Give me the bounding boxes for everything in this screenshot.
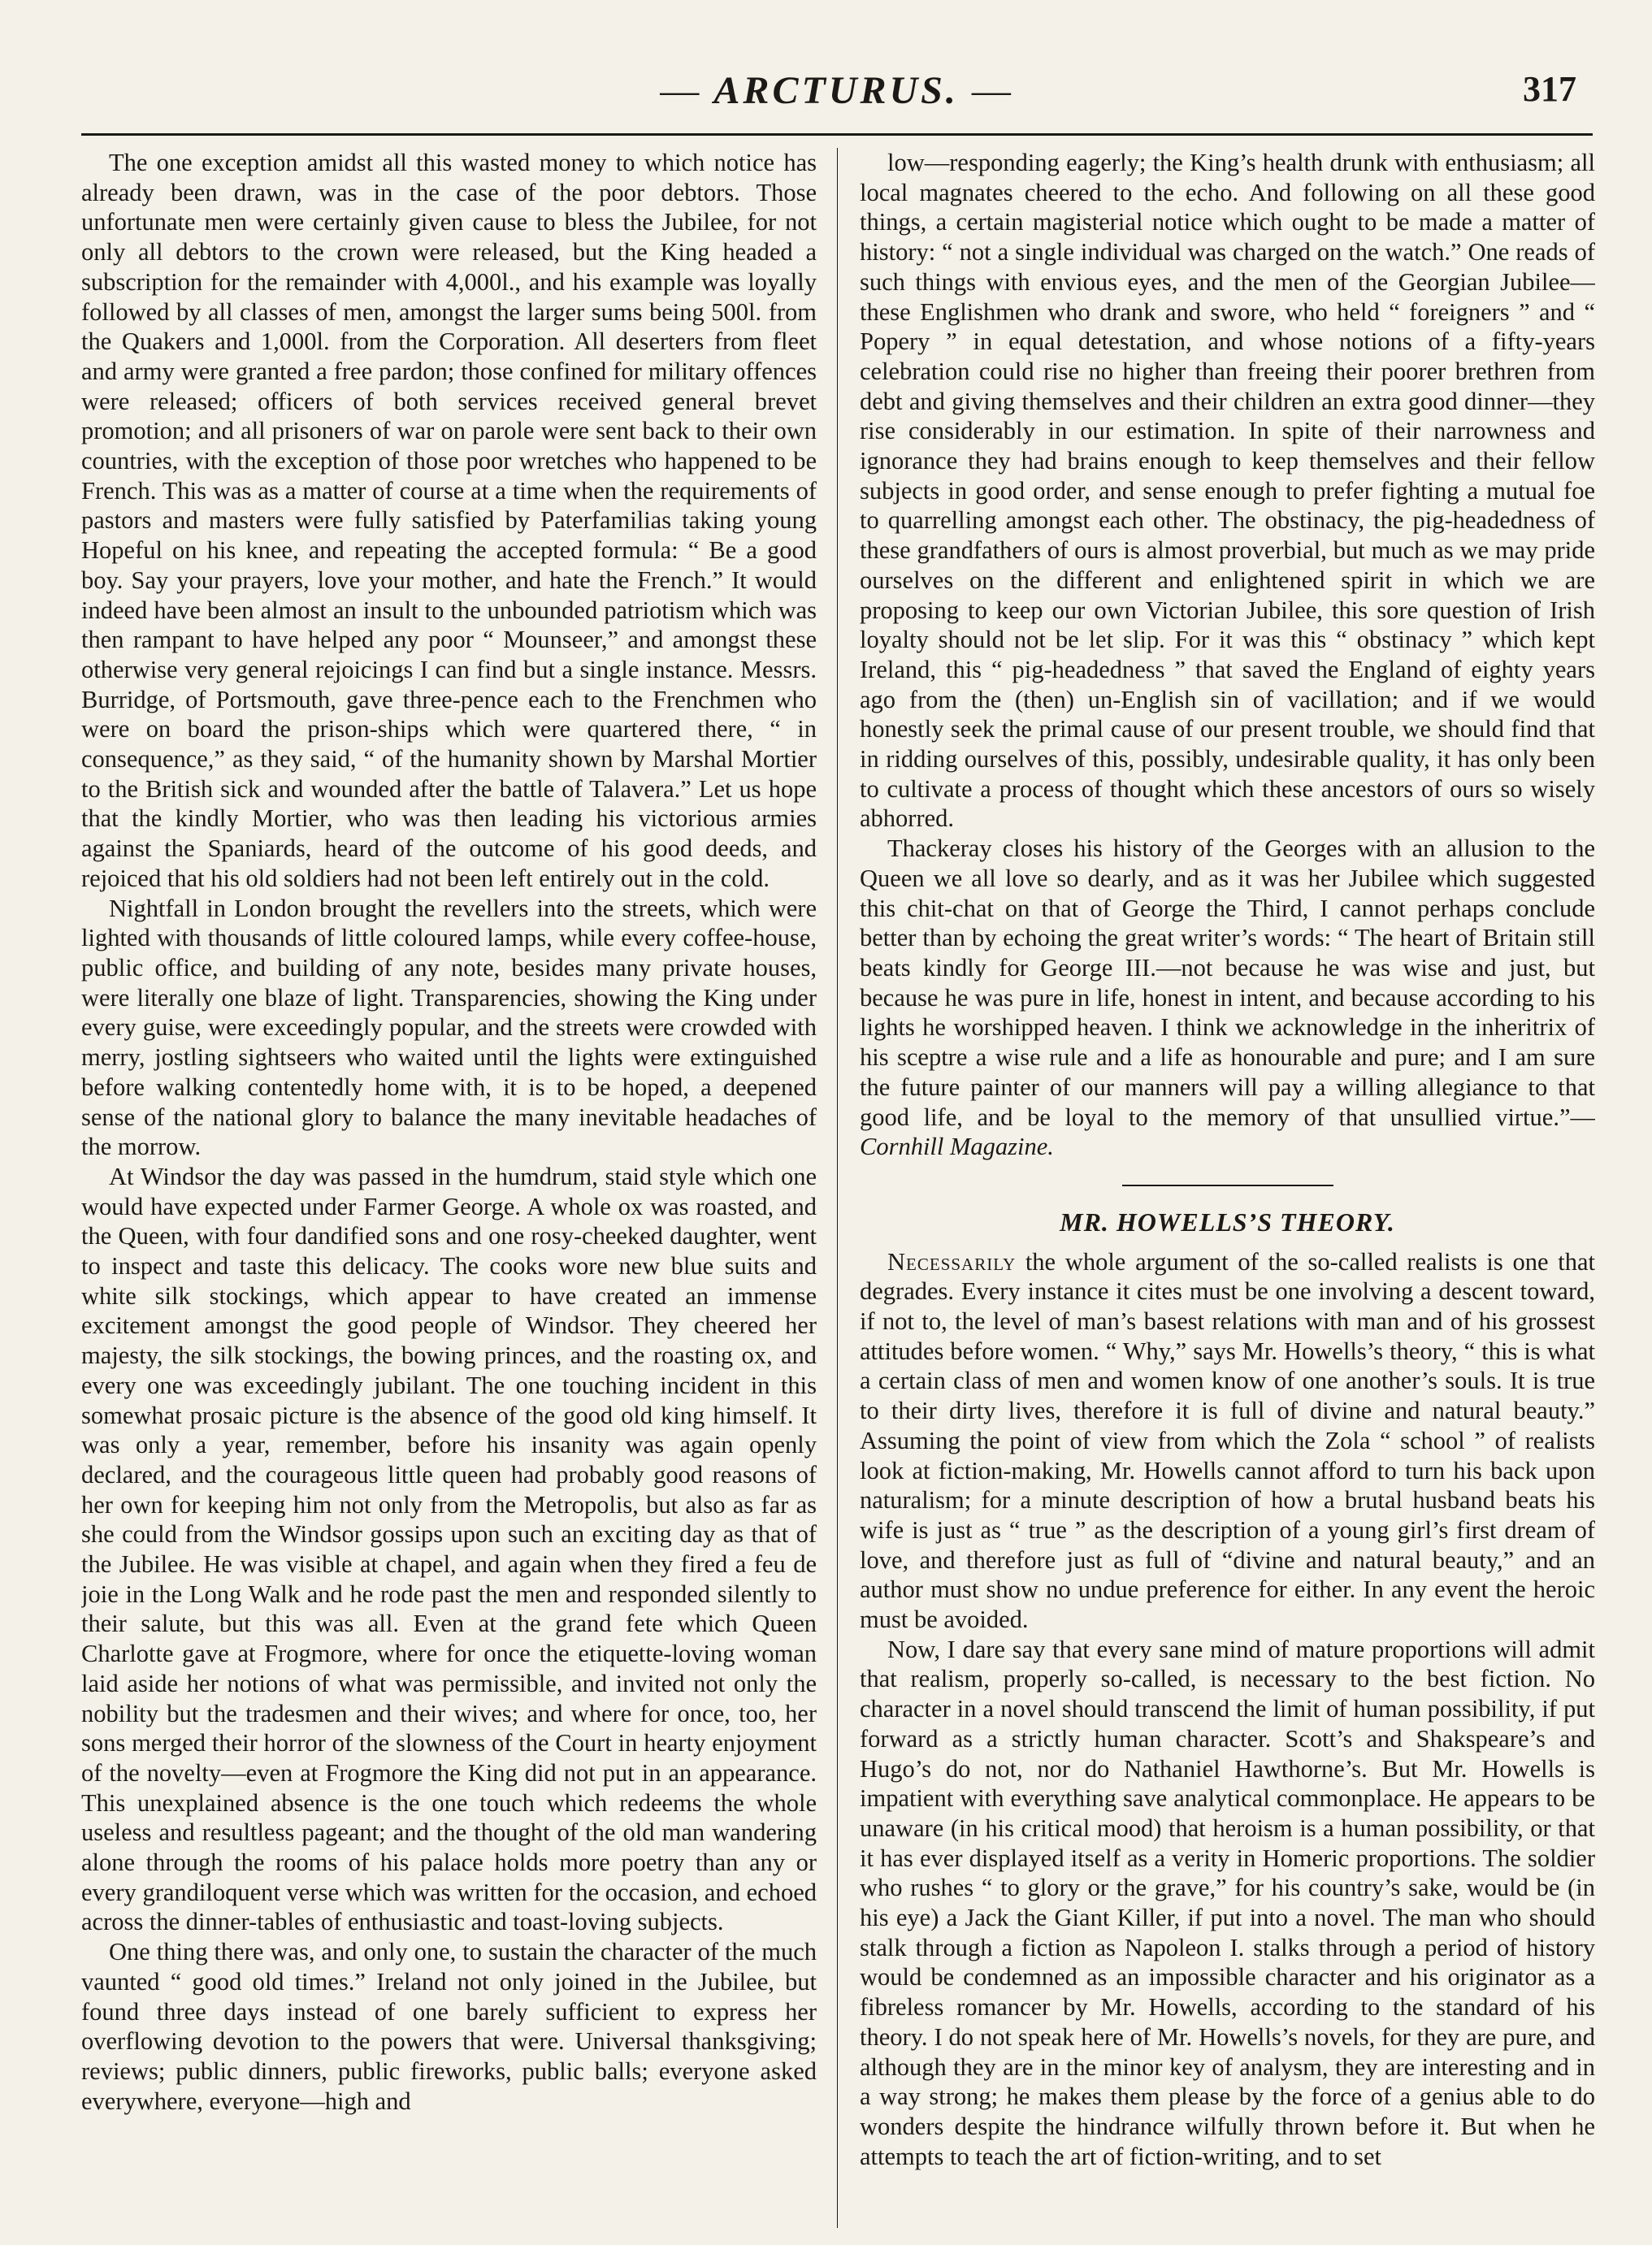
running-header bbox=[81, 52, 1593, 141]
paragraph-text: Thackeray closes his history of the Georges with an allusion to the Queen we all love so dearly, and as it was her Jubilee which suggested this chit-chat on that of George the Third, I cannot perhaps conclude better than by echoing the great writer’s words: “ The heart of Britain still beats kindly for George III.—not because he was wise and just, but because he was pure in life, honest in intent, and because according to his lights he worshipped heaven. I think we acknowledge in the inheritrix of his sceptre a wise rule and a life as honourable and pure; and I am sure the future painter of our manners will pay a willing allegiance to that good life, and be loyal to the memory of that unsullied virtue.”— bbox=[860, 834, 1595, 1131]
header-rule bbox=[81, 133, 1593, 136]
paragraph: At Windsor the day was passed in the humdrum, staid style which one would have expected under Farmer George. A whole ox was roasted, and the Queen, with four dandified sons and one rosy-cheeked daughter, went to inspect and taste this delicacy. The cooks wore new blue suits and white silk stockings, which appear to have created an immense excitement amongst the good people of Windsor. They cheered her majesty, the silk stockings, the bowing princes, and the roasting ox, and every one was exceedingly jubilant. The one touching incident in this somewhat prosaic picture is the absence of the good old king himself. It was only a year, remember, before his insanity was again openly declared, and the courageous little queen had probably good reasons of her own for keeping him not only from the Metropolis, but also as far as she could from the Windsor gossips upon such an exciting day as that of the Jubilee. He was visible at chapel, and again when they fired a feu de joie in the Long Walk and he rode past the men and responded silently to their salute, but this was all. Even at the grand fete which Queen Charlotte gave at Frogmore, where for once the etiquette-loving woman laid aside her notions of what was permissible, and invited not only the nobility but the tradesmen and their wives; and where for once, too, her sons merged their horror of the slowness of the Court in hearty enjoyment of the novelty—even at Frogmore the King did not put in an appearance. This unexplained absence is the one touch which redeems the whole useless and resultless pageant; and the thought of the old man wandering alone through the rooms of his palace holds more poetry than any or every grandiloquent verse which was written for the occasion, and echoed across the dinner-tables of enthusiastic and toast-loving subjects. bbox=[81, 1162, 817, 1936]
paragraph: The one exception amidst all this wasted money to which notice has already been drawn, was in the case of the poor debtors. Those unfortunate men were certainly given cause to bless the Jubilee, for not only all debtors to the crown were released, but the King headed a subscription for the remainder with 4,000l., and his example was loyally followed by all classes of men, amongst the larger sums being 500l. from the Quakers and 1,000l. from the Corporation. All deserters from fleet and army were granted a free pardon; those confined for military offences were released; officers of both services received general brevet promotion; and all prisoners of war on parole were sent back to their own countries, with the exception of those poor wretches who happened to be French. This was as a matter of course at a time when the requirements of pastors and masters were fully satisfied by Paterfamilias taking young Hopeful on his knee, and repeating the accepted formula: “ Be a good boy. Say your prayers, love your mother, and hate the French.” It would indeed have been almost an insult to the unbounded patriotism which was then rampant to have helped any poor “ Mounseer,” and amongst these otherwise very general rejoicings I can find but a single instance. Messrs. Burridge, of Portsmouth, gave three-pence each to the Frenchmen who were on board the prison-ships which were quartered there, “ in consequence,” as they said, “ of the humanity shown by Marshal Mortier to the British sick and wounded after the battle of Talavera.” Let us hope that the kindly Mortier, who was then leading his victorious armies against the Spaniards, heard of the outcome of his good deeds, and rejoiced that his old soldiers had not been left entirely out in the cold. bbox=[81, 149, 817, 892]
paragraph-text: the whole argument of the so-called realists is one that degrades. Every instance it cites must be one involving a descent toward, if not to, the level of man’s basest relations with man and of his grossest attitudes before women. “ Why,” says Mr. Howells’s theory, “ this is what a certain class of men and women know of one another’s souls. It is true to their dirty lives, therefore it is full of divine and natural beauty.” Assuming the point of view from which the Zola “ school ” of realists look at fiction-making, Mr. Howells cannot afford to turn his back upon naturalism; for a minute description of how a brutal husband beats his wife is just as “ true ” as the description of a young girl’s first dream of love, and therefore just as full of “divine and natural beauty,” and an author must show no undue preference for either. In any event the heroic must be avoided. bbox=[860, 1247, 1595, 1634]
lead-word: Necessarily bbox=[887, 1247, 1017, 1276]
paragraph: Nightfall in London brought the revellers into the streets, which were lighted with thousands of little coloured lamps, while every coffee-house, public office, and building of any note, besides many private houses, were literally one blaze of light. Transparencies, showing the King under every guise, were exceedingly popular, and the streets were crowded with merry, jostling sightseers who waited until the lights were extinguished before walking contentedly home with, it is to be hoped, a deepened sense of the national glory to balance the many inevitable headaches of the morrow. bbox=[81, 894, 817, 1161]
paragraph bbox=[860, 1247, 1595, 1635]
section-title: MR. HOWELLS’S THEORY. bbox=[1060, 1207, 1395, 1237]
running-title bbox=[81, 68, 1593, 113]
right-column bbox=[860, 148, 1595, 2228]
publication-title: ARCTURUS. bbox=[713, 69, 959, 112]
paragraph: Now, I dare say that every sane mind of mature proportions will admit that realism, properly so-called, is necessary to the best fiction. No character in a novel should transcend the limit of human possibility, if put forward as a strictly human character. Scott’s and Shakspeare’s and Hugo’s do not, nor do Nathaniel Hawthorne’s. But Mr. Howells is impatient with everything save analytical commonplace. He appears to be unaware (in his critical mood) that heroism is a human possibility, or that it has ever displayed itself as a verity in Homeric proportions. The soldier who rushes “ to glory or the grave,” for his country’s sake, would be (in his eye) a Jack the Giant Killer, if put into a novel. The man who should stalk through a fiction as Napoleon I. stalks through a period of history would be condemned as an impossible character and his originator as a fibreless romancer by Mr. Howells, according to the standard of his theory. I do not speak here of Mr. Howells’s novels, for they are pure, and although they are in the minor key of analysm, they are interesting and in a way strong; he makes them please by the force of a genius able to do wonders despite the hindrance wilfully thrown before it. But when he attempts to teach the art of fiction-writing, and to set bbox=[860, 1635, 1595, 2170]
title-dash-right: — bbox=[971, 69, 1014, 112]
paragraph: One thing there was, and only one, to sustain the character of the much vaunted “ good old times.” Ireland not only joined in the Jubilee, but found three days instead of one barely sufficient to express her overflowing devotion to the powers that were. Universal thanksgiving; reviews; public dinners, public fireworks, public balls; everyone asked everywhere, everyone—high and bbox=[81, 1938, 817, 2115]
title-dash-left: — bbox=[660, 69, 703, 112]
left-column bbox=[81, 148, 817, 2228]
paragraph: low—responding eagerly; the King’s health drunk with enthusiasm; all local magnates cheered to the echo. And following on all these good things, a certain magisterial notice which ought to be made a matter of history: “ not a single individual was charged on the watch.” One reads of such things with envious eyes, and the men of the Georgian Jubilee—these Englishmen who drank and swore, who held “ foreigners ” and “ Popery ” in equal detestation, and whose notions of a fifty-years celebration could rise no higher than freeing their poorer brethren from debt and giving themselves and their children an extra good dinner—they rise considerably in our estimation. In spite of their narrowness and ignorance they had brains enough to keep themselves and their fellow subjects in good order, and sense enough to prefer fighting a mutual foe to quarrelling amongst each other. The obstinacy, the pig-headedness of these grandfathers of ours is almost proverbial, but much as we may pride ourselves on the different and enlightened spirit in which we are proposing to keep our own Victorian Jubilee, this sore question of Irish loyalty should not be let slip. For it was this “ obstinacy ” which kept Ireland, this “ pig-headedness ” that saved the England of eighty years ago from the (then) un-English sin of vacillation; and if we would honestly seek the primal cause of our present trouble, we should find that in ridding ourselves of this, possibly, undesirable quality, it has only been to cultivate a process of thought which these ancestors of ours so wisely abhorred. bbox=[860, 149, 1595, 833]
page-number: 317 bbox=[1523, 69, 1576, 109]
column-divider bbox=[837, 148, 838, 2228]
paragraph bbox=[860, 834, 1595, 1162]
source-citation: Cornhill Magazine. bbox=[860, 1133, 1054, 1161]
article-end-rule bbox=[1122, 1185, 1333, 1186]
